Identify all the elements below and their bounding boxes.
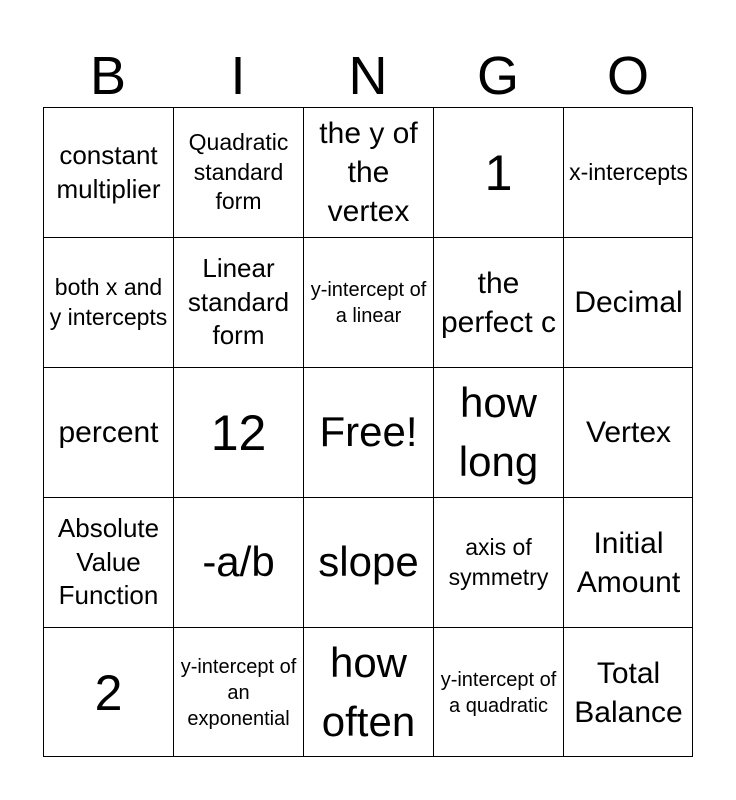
cell-text: both x and y intercepts	[49, 273, 168, 330]
cell-text: the perfect c	[440, 266, 557, 339]
bingo-cell[interactable]	[43, 497, 173, 627]
bingo-cell[interactable]	[173, 237, 303, 367]
header-letter-n: N	[348, 46, 388, 106]
cell-text: percent	[58, 416, 159, 449]
free-space-cell[interactable]	[303, 367, 433, 497]
bingo-cell[interactable]	[173, 367, 303, 497]
header-letter-b: B	[89, 46, 127, 106]
bingo-header	[43, 44, 693, 108]
bingo-cell[interactable]	[433, 237, 563, 367]
bingo-cell[interactable]	[563, 107, 693, 237]
bingo-cell[interactable]	[433, 367, 563, 497]
bingo-cell[interactable]	[303, 497, 433, 627]
cell-text: how long	[458, 378, 539, 485]
cell-text: axis of symmetry	[448, 533, 549, 590]
cell-text: Free!	[319, 408, 418, 456]
cell-text: y-intercept of a linear	[310, 278, 427, 327]
cell-text: Vertex	[585, 416, 672, 449]
bingo-cell[interactable]	[43, 627, 173, 757]
cell-text: Total Balance	[574, 656, 683, 729]
bingo-cell[interactable]	[173, 107, 303, 237]
cell-text: Initial Amount	[576, 526, 681, 599]
cell-text: 1	[484, 144, 513, 201]
cell-text: Linear standard form	[187, 252, 290, 351]
cell-text: x-intercepts	[569, 158, 688, 185]
header-letter-o: O	[606, 46, 649, 106]
cell-text: y-intercept of an exponential	[180, 655, 297, 730]
cell-text: constant multiplier	[56, 139, 161, 204]
cell-text: Quadratic standard form	[188, 128, 289, 215]
bingo-cell[interactable]	[173, 497, 303, 627]
header-letter-i: I	[230, 46, 246, 106]
bingo-cell[interactable]	[303, 627, 433, 757]
cell-text: Decimal	[574, 286, 683, 319]
cell-text: Absolute Value Function	[57, 512, 160, 611]
cell-text: 12	[210, 404, 267, 461]
bingo-cell[interactable]	[433, 107, 563, 237]
bingo-board	[43, 107, 693, 757]
bingo-cell[interactable]	[563, 237, 693, 367]
bingo-cell[interactable]	[563, 367, 693, 497]
cell-text: the y of the vertex	[319, 117, 418, 228]
bingo-cell[interactable]	[303, 107, 433, 237]
bingo-cell[interactable]	[43, 107, 173, 237]
bingo-cell[interactable]	[563, 497, 693, 627]
header-letter-g: G	[476, 46, 519, 106]
cell-text: -a/b	[202, 538, 275, 586]
bingo-cell[interactable]	[303, 237, 433, 367]
bingo-cell[interactable]	[173, 627, 303, 757]
bingo-cell[interactable]	[43, 367, 173, 497]
bingo-cell[interactable]	[433, 497, 563, 627]
cell-text: how often	[321, 638, 416, 745]
bingo-cell[interactable]	[433, 627, 563, 757]
bingo-cell[interactable]	[563, 627, 693, 757]
cell-text: 2	[94, 664, 123, 721]
bingo-cell[interactable]	[43, 237, 173, 367]
cell-text: slope	[318, 538, 419, 586]
cell-text: y-intercept of a quadratic	[440, 668, 557, 717]
